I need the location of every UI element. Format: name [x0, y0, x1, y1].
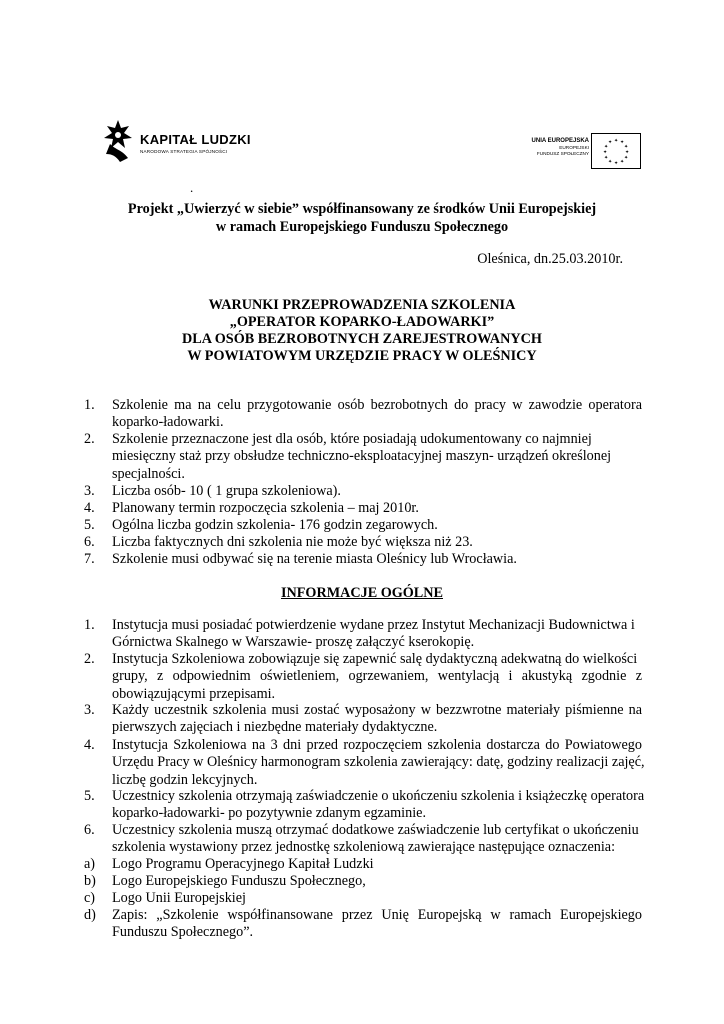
eu-flag-icon: [591, 133, 641, 169]
condition-text: Szkolenie musi odbywać się na terenie miasta Oleśnicy lub Wrocławia.: [112, 551, 517, 567]
condition-text: Ogólna liczba godzin szkolenia- 176 godzin zegarowych.: [112, 517, 438, 533]
mark-text: Logo Europejskiego Funduszu Społecznego,: [112, 873, 366, 889]
title-line-2: „OPERATOR KOPARKO-ŁADOWARKI”: [229, 314, 495, 330]
title-line-1: WARUNKI PRZEPROWADZENIA SZKOLENIA: [208, 297, 516, 313]
info-text: obowiązującymi przepisami.: [112, 685, 276, 702]
section-title-text: INFORMACJE OGÓLNE: [281, 585, 443, 601]
mark-text: Logo Programu Operacyjnego Kapitał Ludzki: [112, 856, 374, 872]
info-number: 5.: [84, 788, 95, 804]
info-text: pierwszych zajęciach i niezbędne materiały dydaktyczne.: [112, 719, 438, 736]
condition-number: 7.: [84, 551, 95, 567]
stray-dot: .: [190, 180, 194, 195]
info-text: Instytucja musi posiadać potwierdzenie wydane przez Instytut Mechanizacji Budownictwa i: [112, 617, 635, 633]
kapital-ludzki-subtitle: NARODOWA STRATEGIA SPÓJNOŚCI: [140, 149, 228, 154]
info-text: Urzędu Pracy w Oleśnicy harmonogram szkolenia zawierający: datę, godziny realizacji zajęć,: [112, 754, 645, 771]
kapital-ludzki-emblem-icon: [100, 118, 136, 164]
info-number: 1.: [84, 617, 95, 633]
info-text: Każdy uczestnik szkolenia musi zostać wyposażony w bezzwrotne materiały piśmienne na: [112, 702, 642, 718]
eu-logo-line2: FUNDUSZ SPOŁECZNY: [536, 151, 589, 156]
condition-number: 5.: [84, 517, 95, 533]
condition-text: specjalności.: [112, 465, 185, 482]
info-text: Instytucja Szkoleniowa na 3 dni przed rozpoczęciem szkolenia dostarcza do Powiatowego: [112, 737, 642, 753]
condition-text: Liczba faktycznych dni szkolenia nie może być większa niż 23.: [112, 534, 473, 550]
mark-text: Zapis: „Szkolenie współfinansowane przez Unię Europejską w ramach Europejskiego: [112, 907, 642, 923]
info-text: grupy, z odpowiednim oświetleniem, ogrzewaniem, wentylacją i akustyką zgodnie z: [112, 668, 642, 685]
condition-number: 2.: [84, 431, 95, 447]
svg-text:✦: ✦: [625, 150, 630, 156]
svg-text:✦: ✦: [614, 161, 619, 167]
condition-text: Planowany termin rozpoczęcia szkolenia – maj 2010r.: [112, 500, 419, 516]
mark-letter: b): [84, 873, 96, 889]
svg-text:✦: ✦: [624, 145, 629, 150]
info-text: Instytucja Szkoleniowa zobowiązuje się zapewnić salę dydaktyczną adekwatną do wielkości: [112, 651, 638, 667]
svg-text:✦: ✦: [614, 139, 619, 144]
title-line-4: W POWIATOWYM URZĘDZIE PRACY W OLEŚNICY: [187, 348, 537, 364]
eu-logo-title: UNIA EUROPEJSKA: [531, 138, 589, 144]
eu-logo-text: [521, 138, 589, 158]
condition-text: Szkolenie przeznaczone jest dla osób, które posiadają udokumentowany co najmniej: [112, 431, 592, 447]
info-text: szkolenia wystawiony przez jednostkę szkoleniową zawierające następujące oznaczenia:: [112, 839, 616, 856]
svg-text:✦: ✦: [620, 160, 625, 165]
info-number: 4.: [84, 737, 95, 753]
condition-text: miesięczny staż przy obsłudze techniczno-eksploatacyjnej maszyn- urządzeń określonej: [112, 448, 612, 465]
project-line-1: Projekt „Uwierzyć w siebie” współfinansowany ze środków Unii Europejskiej: [127, 201, 597, 217]
info-text: Uczestnicy szkolenia muszą otrzymać dodatkowe zaświadczenie lub certyfikat o ukończeniu: [112, 822, 639, 838]
kapital-ludzki-logo: [100, 116, 260, 166]
mark-letter: c): [84, 890, 96, 906]
svg-text:✦: ✦: [608, 160, 613, 165]
svg-text:✦: ✦: [603, 150, 608, 156]
date-line: Oleśnica, dn.25.03.2010r.: [477, 251, 623, 267]
condition-number: 4.: [84, 500, 95, 516]
info-number: 2.: [84, 651, 95, 667]
mark-letter: a): [84, 856, 96, 872]
condition-text: Szkolenie ma na celu przygotowanie osób bezrobotnych do pracy w zawodzie operatora: [112, 397, 642, 413]
info-text: Górnictwa Skalnego w Warszawie- proszę załączyć kserokopię.: [112, 634, 475, 651]
mark-text: Funduszu Społecznego”.: [112, 924, 254, 941]
section-title: [0, 584, 724, 602]
condition-number: 6.: [84, 534, 95, 550]
condition-text: Liczba osób- 10 ( 1 grupa szkoleniowa).: [112, 483, 341, 499]
mark-letter: d): [84, 907, 96, 923]
title-line-3: DLA OSÓB BEZROBOTNYCH ZAREJESTROWANYCH: [182, 331, 542, 347]
info-number: 6.: [84, 822, 95, 838]
svg-text:✦: ✦: [608, 140, 613, 146]
project-line-2: w ramach Europejskiego Funduszu Społecznego: [215, 219, 509, 235]
eu-logo: [521, 133, 641, 169]
condition-number: 3.: [84, 483, 95, 499]
mark-text: Logo Unii Europejskiej: [112, 890, 246, 906]
info-text: koparko-ładowarki- po pozytywnie zdanym egzaminie.: [112, 805, 426, 822]
svg-text:✦: ✦: [604, 156, 609, 161]
info-text: Uczestnicy szkolenia otrzymają zaświadczenie o ukończeniu szkolenia i książeczkę operatora: [112, 788, 645, 804]
svg-text:✦: ✦: [604, 145, 609, 150]
kapital-ludzki-title: KAPITAŁ LUDZKI: [140, 132, 251, 147]
condition-number: 1.: [84, 397, 95, 413]
svg-text:✦: ✦: [624, 156, 629, 161]
info-number: 3.: [84, 702, 95, 718]
eu-logo-line1: EUROPEJSKI: [559, 144, 589, 150]
condition-text: koparko-ładowarki.: [112, 414, 224, 431]
info-text: liczbę godzin lekcyjnych.: [112, 771, 258, 788]
svg-text:✦: ✦: [620, 140, 625, 146]
